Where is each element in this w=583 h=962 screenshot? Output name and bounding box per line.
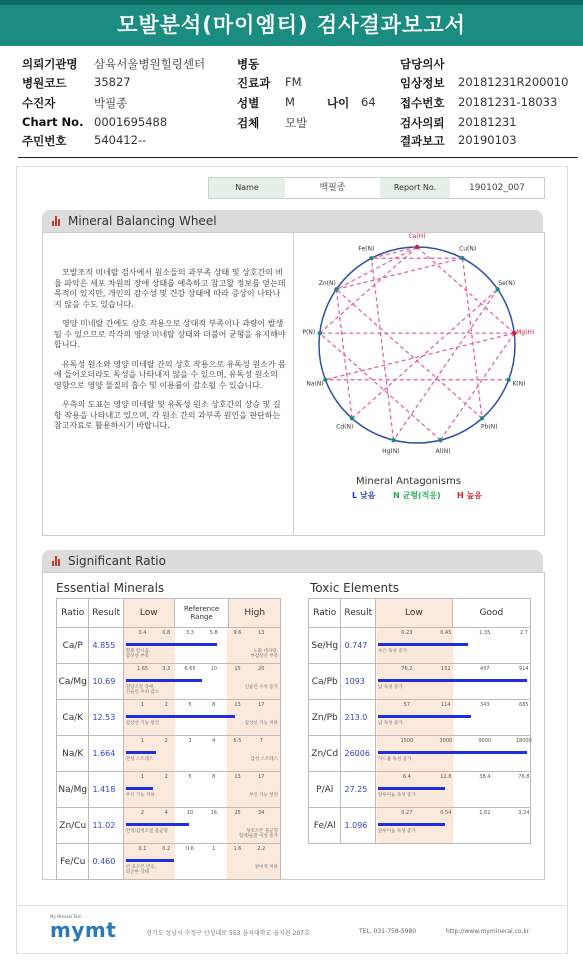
ratio-result: 213.0 [341,700,376,736]
col-good: Good [452,599,530,628]
ratio-result: 12.53 [89,700,123,736]
ratio-name: Ca/Pb [309,664,341,700]
footer-tel: TEL. 031-758-5980 [359,928,417,935]
scale-tick: 16 [210,810,217,816]
scale-tick: 457 [480,666,490,672]
ratio-note-right: 노화 대사량, 부갑상선 부족 [250,649,278,659]
scale-tick: 38.4 [479,774,491,780]
legend-high: H 높음 [457,491,482,500]
antagonism-lines [320,247,515,440]
antagonism-line [325,333,514,380]
scale-tick: 9.6 [233,630,242,636]
name-value: 백필종 [285,178,380,198]
ratio-bar [378,787,445,790]
ratio-name: Ca/Mg [57,664,89,700]
ratio-note-left: 만성 스트레스 [125,757,154,762]
sex-value: M [285,95,295,109]
mbw-paragraph: 우측의 도표는 영양 미네랄 및 유독성 원소 상호간의 상승 및 길항 작용을 나타내고 있으며, 각 원소 간의 과부족 원인을 판단하는 참고자료로 활용하시기 바랍니다. [54,400,281,430]
ratio-bar-cell [376,628,531,664]
ratio-note-right: 부신 기능 항진 [249,793,278,798]
wheel-point [480,416,484,420]
antagonism-line [463,258,482,418]
header-info [0,0,583,160]
ratio-note-left: 알루미늄 독성 증가 [378,829,416,834]
ratio-bar [126,715,235,718]
wheel-point [323,378,327,382]
brand-small: My Mineral Test [50,914,82,919]
dept-label: 진료과 [237,76,271,90]
scale-tick: 2 [164,774,168,780]
ratio-bar-cell [376,700,531,736]
ratio-bar [126,751,156,754]
wheel-point [391,438,395,442]
mineral-wheel [294,233,542,533]
ratio-bar [378,679,527,682]
ratio-row [309,772,531,808]
ratio-bar-cell [123,700,280,736]
wheel-points [318,245,517,443]
wheel-point [350,416,354,420]
scale-tick: 343 [480,702,490,708]
wheel-label: K(N) [512,380,526,388]
scale-tick: 5.5 [233,738,242,744]
scale-tick: 3000 [439,738,453,744]
col-ratio: Ratio [309,599,341,628]
report-no-label: Report No. [380,178,450,198]
antagonism-line [371,258,393,440]
receipt-label: 접수번호 [400,96,445,110]
ratio-bar [378,823,445,826]
wheel-point [506,378,510,382]
scale-tick: 5 [188,702,192,708]
chart-label: Chart No. [22,115,84,129]
ratio-name: Fe/Cu [57,844,89,880]
scale-tick: 13 [234,774,241,780]
scale-tick: 0.2 [162,846,171,852]
scale-tick: 17 [258,774,265,780]
wheel-point [438,438,442,442]
ratio-name: Fe/Al [309,808,341,844]
ratio-note-right: 성호르몬 불균형 혈액/순환 이상 증가 [238,829,278,839]
request-label: 검사의뢰 [400,116,445,130]
ratio-result: 1.418 [89,772,123,808]
scale-tick: 1.65 [136,666,149,672]
ratio-name: Ca/K [57,700,89,736]
ward-label: 병동 [237,57,260,71]
header-divider [18,157,578,158]
legend-low: L 낮음 [352,491,376,500]
clinical-value: 20181231R200010 [458,75,569,89]
wheel-label: Al(N) [435,447,451,455]
name-label: Name [209,178,285,198]
ratio-bar-cell [376,772,531,808]
scale-tick: 76.8 [518,774,530,780]
ratio-bar [378,715,471,718]
ratio-note-left: 부신 기능 저하 [125,793,155,798]
scale-tick: 0.54 [440,810,452,816]
scale-tick: 2.7 [519,630,528,636]
report-label: 결과보고 [400,134,445,148]
scale-tick: 0.1 [138,846,147,852]
ratio-name: Zn/Pb [309,700,341,736]
specimen-value: 모발 [285,116,308,130]
chart-value: 0001695488 [94,115,168,129]
ratio-bar-cell [123,772,280,808]
wheel-label: Fe(N) [358,245,375,253]
ratio-note-left: 혈당조절 장애, 인슐린 수치 감소 [125,685,160,695]
ratio-note-right: 인슐린 수치 증가 [244,685,278,690]
col-high: High [229,599,281,628]
scale-tick: 0.45 [440,630,452,636]
report-value: 20190103 [458,133,517,147]
sig-title: Significant Ratio [68,554,166,568]
sig-section-header [42,550,543,572]
patient-label: 수진자 [22,96,56,110]
scale-tick: 5 [188,774,192,780]
wheel-label: P(N) [302,328,316,336]
ratio-bar-cell [123,736,280,772]
scale-tick: 9000 [478,738,492,744]
scale-tick: 0.6 [186,846,194,852]
scale-tick: 914 [519,666,529,672]
col-ratio: Ratio [57,599,89,628]
ratio-bar-cell [123,844,280,880]
scale-tick: 1 [140,702,145,708]
scale-tick: 4 [164,810,168,816]
scale-tick: 12.8 [440,774,452,780]
scale-tick: 13 [234,702,241,708]
ratio-row [57,736,281,772]
scale-tick: 114 [441,702,451,708]
ratio-bar [378,751,527,754]
ratio-bar [126,787,153,790]
col-result: Result [341,599,376,628]
ratio-result: 4.855 [89,628,123,664]
ratio-bar [126,823,190,826]
scale-tick: 8 [212,702,216,708]
report-no-value: 190102_007 [450,178,544,198]
antagonism-line [336,289,482,418]
scale-tick: 685 [519,702,529,708]
scale-tick: 152 [441,666,451,672]
antagonism-line [336,289,352,418]
ratio-bar-cell [123,808,280,844]
scale-tick: 25 [234,810,241,816]
receipt-value: 20181231-18033 [458,95,558,109]
ratio-bar-cell [376,664,531,700]
ratio-row [309,628,531,664]
wheel-label: Ca(H) [408,233,426,240]
ratio-bar [126,679,202,682]
sex-label: 성별 [237,96,260,110]
age-value: 64 [361,95,376,109]
wheel-point [369,256,373,260]
ratio-bar [126,859,175,862]
mbw-title: Mineral Balancing Wheel [68,214,217,228]
hospital-code-label: 병원코드 [22,76,67,90]
ratio-row [309,736,531,772]
dept-value: FM [285,75,302,89]
mbw-paragraph: 영양 미네랄 간에도 상호 작용으로 상대적 부족이나 과량이 발생될 수 있으므로 각각의 영양 미네랄 상태와 더불어 균형을 유지해야 합니다. [54,319,286,349]
wheel-point [318,331,322,335]
col-result: Result [89,599,123,628]
scale-tick: 0.4 [138,630,147,636]
scale-tick: 2 [164,702,168,708]
ratio-result: 11.02 [89,808,123,844]
antagonism-line [352,289,498,418]
wheel-point [495,287,499,291]
wheel-labels [302,233,534,455]
scale-tick: 57 [403,702,411,708]
scale-tick: 3.3 [162,666,171,672]
scale-tick: 3.3 [186,630,194,636]
ratio-row [57,700,281,736]
age-label: 나이 [327,96,350,110]
ratio-row [57,772,281,808]
ratio-bar-cell [376,736,531,772]
scale-tick: 2 [140,810,145,816]
ratio-row [57,664,281,700]
wheel-point [460,256,464,260]
id-value: 540412-- [94,133,147,147]
wheel-label: Na(N) [306,380,324,388]
scale-tick: 8 [212,774,216,780]
col-reference: Reference Range [174,599,229,628]
ratio-result: 10.69 [89,664,123,700]
essential-title: Essential Minerals [56,581,165,595]
ratio-note-left: 납 독성 증가 [378,685,403,690]
scale-tick: 18000 [515,738,532,744]
doctor-label: 담당의사 [400,57,445,71]
antagonism-line [336,247,417,289]
scale-tick: 76.2 [401,666,413,672]
wheel-label: Hg(N) [382,447,400,455]
wheel-label: Zn(N) [318,280,336,288]
scale-tick: 7 [259,738,263,744]
col-low: Low [123,599,174,628]
ratio-note-left: 납 독성 증가 [378,721,403,726]
id-label: 주민번호 [22,134,67,148]
scale-tick: 13 [258,630,265,636]
ratio-name: Na/Mg [57,772,89,808]
scale-tick: 6.4 [402,774,411,780]
clinical-label: 임상정보 [400,76,445,90]
scale-tick: 0.23 [401,630,413,636]
ratio-name: Na/K [57,736,89,772]
mbw-paragraph: 유독성 원소와 영양 미네랄 간의 상호 작용으로 유독성 원소가 몸에 들어오더라도 독성을 나타내지 않을 수 있으며, 유독성 원소의 영향으로 영양 물질의 흡수 및 이용률이 감소될 수 있습니다. [54,359,286,390]
scale-tick: 0.8 [162,630,171,636]
scale-tick: 15 [234,666,241,672]
ratio-note-left: 빈 호르몬 반응, 피곤한 상태 [125,865,157,875]
ratio-note-left: 갑상선 기능 항진 [125,721,160,726]
scale-tick: 6.65 [184,666,196,672]
name-report-box [208,177,545,199]
ratio-note-left: 카드뮴 독성 증가 [378,757,412,762]
scale-tick: 1 [140,738,145,744]
mbw-description [54,268,286,441]
institution-value: 삼육서울병원힐링센터 [94,57,206,71]
scale-tick: 3.24 [518,810,530,816]
wheel-label: Cu(N) [459,245,477,253]
specimen-label: 검체 [237,116,260,130]
scale-tick: 34 [258,810,265,816]
scale-tick: 0.27 [401,810,413,816]
scale-tick: 2 [164,738,168,744]
ratio-note-left: 면역/감정조절 불균형 [125,829,168,834]
scale-tick: 10 [210,666,217,672]
wheel-label: Pb(N) [480,423,498,431]
wheel-point [415,245,419,249]
footer-address: 경기도 성남시 수정구 산성대로 553 을지대학교 을지관 207호 [146,930,310,937]
patient-value: 박필종 [94,96,128,110]
antagonism-title: Mineral Antagonisms [356,476,462,487]
toxic-table [308,598,531,844]
ratio-row [309,664,531,700]
ratio-name: Se/Hg [309,628,341,664]
scale-tick: 1.35 [479,630,491,636]
mbw-section-header [42,210,543,232]
ratio-result: 0.747 [341,628,376,664]
scale-tick: 1.62 [479,810,491,816]
scale-tick: 4 [212,738,216,744]
ratio-bar-cell [123,664,280,700]
scale-tick: 3 [188,738,192,744]
ratio-row [57,844,281,880]
ratio-name: Zn/Cd [309,736,341,772]
ratio-row [309,700,531,736]
scale-tick: 5.8 [209,630,218,636]
report-title: 모발분석(마이엠티) 검사결과보고서 [0,0,583,46]
request-value: 20181231 [458,115,517,129]
ratio-note-right: 급성 스트레스 [250,757,278,762]
scale-tick: 1.6 [233,846,242,852]
ratio-result: 1.664 [89,736,123,772]
ratio-note-right: 관여적 저하 [254,865,278,870]
col-low: Low [376,599,453,628]
footer-url: http://www.mymineral.co.kr [446,928,530,935]
ratio-bar [378,643,468,646]
ratio-row [57,628,281,664]
scale-tick: 1 [212,846,216,852]
toxic-title: Toxic Elements [310,581,400,595]
institution-label: 의뢰기관명 [22,57,78,71]
ratio-note-left: 수은 독성 증가 [378,649,407,654]
ratio-name: P/Al [309,772,341,808]
ratio-note-left: 알루미늄 독성 증가 [378,793,416,798]
ratio-bar [126,643,217,646]
ratio-name: Zn/Cu [57,808,89,844]
footer-divider [16,905,566,906]
ratio-note-left: 혈중 칼시움, 갑상선 부족 [125,649,151,659]
ratio-row [57,808,281,844]
ratio-result: 1093 [341,664,376,700]
scale-tick: 20 [258,666,265,672]
ratio-bar-cell [376,808,531,844]
essential-table [56,598,281,880]
wheel-label: Mg(H) [516,328,535,336]
brand-logo: mymt [50,918,117,942]
bar-chart-icon [52,556,62,566]
ratio-row [309,808,531,844]
scale-tick: 1 [140,774,145,780]
ratio-result: 0.460 [89,844,123,880]
wheel-circle [319,247,515,443]
ratio-note-right: 갑상선 기능 저하 [244,721,278,726]
ratio-name: Ca/P [57,628,89,664]
wheel-label: Cd(N) [336,423,354,431]
mbw-paragraph: 모발조직 미네랄 검사에서 원소들의 과부족 상태 및 상호간의 비율 파악은 세포 차원의 장애 상태를 예측하고 참고할 정보를 얻는데 목적이 있지만, 개인의 감수성 및 건강 상태에 따라 증상이 나타나지 않을 수도 있습니다. [54,268,286,309]
hospital-code-value: 35827 [94,75,131,89]
scale-tick: 10 [186,810,194,816]
legend-normal: N 균형(적응) [393,491,441,500]
ratio-result: 1.096 [341,808,376,844]
wheel-point [334,287,338,291]
scale-tick: 17 [258,702,265,708]
bar-chart-icon [52,216,62,226]
ratio-result: 27.25 [341,772,376,808]
ratio-bar-cell [123,628,280,664]
ratio-result: 26006 [341,736,376,772]
scale-tick: 2.2 [257,846,266,852]
wheel-label: Se(N) [498,280,516,288]
scale-tick: 1500 [400,738,414,744]
